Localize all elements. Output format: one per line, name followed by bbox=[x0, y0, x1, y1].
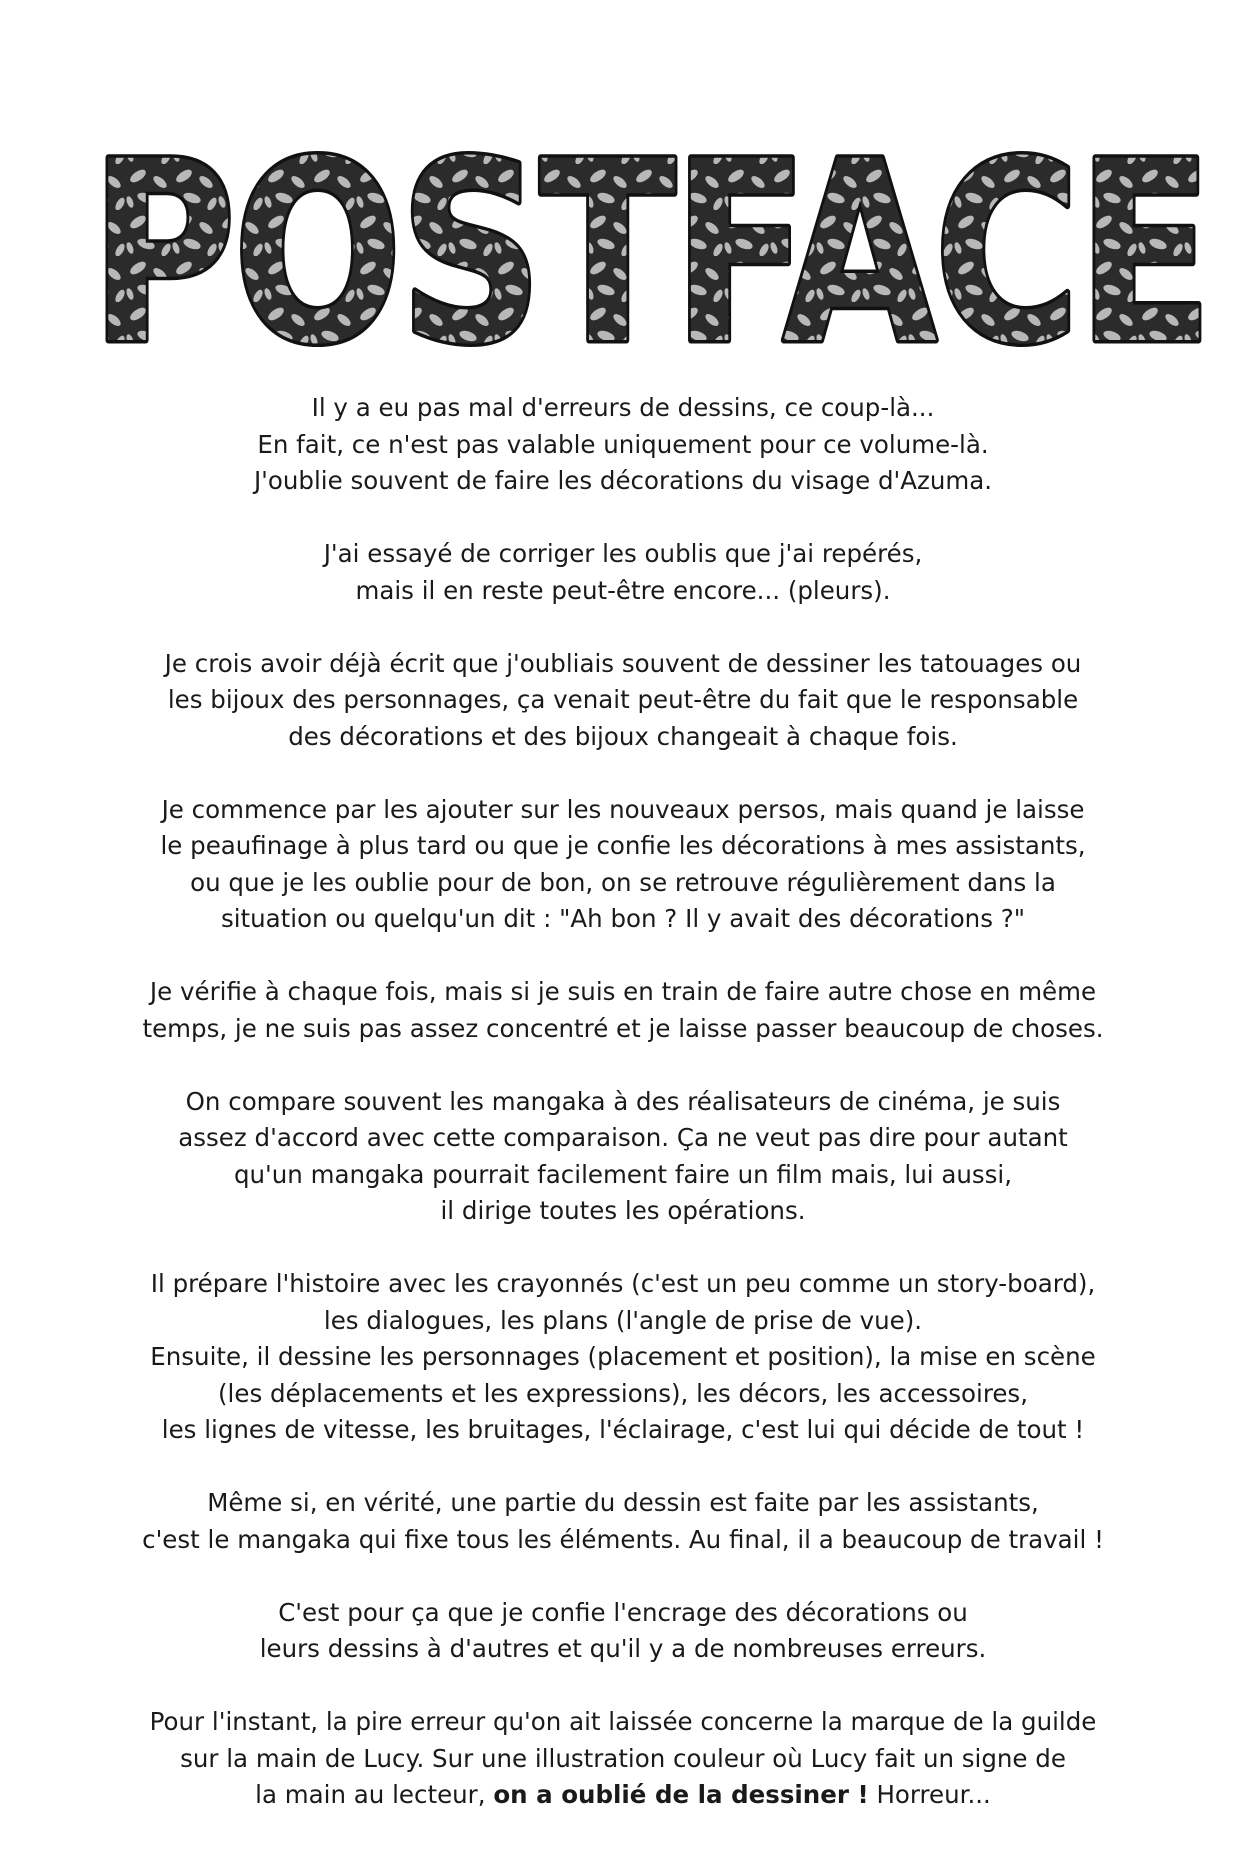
text-line: Même si, en vérité, une partie du dessin est faite par les assistants, bbox=[207, 1488, 1039, 1517]
paragraph-1 bbox=[120, 390, 1126, 500]
text-line: On compare souvent les mangaka à des réalisateurs de cinéma, je suis bbox=[185, 1086, 1061, 1116]
leaf-pattern-title-art bbox=[80, 118, 1220, 368]
text-line: C'est pour ça que je confie l'encrage des décorations ou bbox=[278, 1597, 968, 1627]
text-line: les lignes de vitesse, les bruitages, l'éclairage, c'est lui qui décide de tout ! bbox=[161, 1415, 1085, 1444]
paragraph-4 bbox=[120, 792, 1126, 938]
paragraph-9 bbox=[120, 1595, 1126, 1668]
text-line: qu'un mangaka pourrait facilement faire un film mais, lui aussi, bbox=[233, 1159, 1013, 1189]
text-line: Il prépare l'histoire avec les crayonnés (c'est un peu comme un story-board), bbox=[150, 1269, 1096, 1298]
text-line: mais il en reste peut-être encore... (pleurs). bbox=[355, 575, 891, 605]
paragraph-2 bbox=[120, 536, 1126, 609]
paragraph-8 bbox=[120, 1485, 1126, 1558]
text-line: temps, je ne suis pas assez concentré et je laisse passer beaucoup de choses. bbox=[142, 1013, 1104, 1043]
text-line: situation ou quelqu'un dit : "Ah bon ? Il y avait des décorations ?" bbox=[220, 904, 1026, 933]
postface-title bbox=[80, 118, 1220, 368]
text-line: J'ai essayé de corriger les oublis que j'ai repérés, bbox=[323, 539, 923, 568]
text-line: les bijoux des personnages, ça venait peut-être du fait que le responsable bbox=[167, 685, 1079, 714]
paragraph-10 bbox=[120, 1704, 1126, 1814]
text-line: (les déplacements et les expressions), les décors, les accessoires, bbox=[218, 1378, 1028, 1408]
text-line: des décorations et des bijoux changeait à chaque fois. bbox=[288, 721, 958, 751]
paragraph-3 bbox=[120, 646, 1126, 756]
text-line: Pour l'instant, la pire erreur qu'on ait laissée concerne la marque de la guilde bbox=[149, 1707, 1097, 1736]
title-text: POSTFACE bbox=[90, 118, 1210, 368]
text-line: Ensuite, il dessine les personnages (placement et position), la mise en scène bbox=[150, 1342, 1096, 1371]
text-line: c'est le mangaka qui fixe tous les éléments. Au final, il a beaucoup de travail ! bbox=[142, 1524, 1104, 1554]
text-line: Je crois avoir déjà écrit que j'oubliais souvent de dessiner les tatouages ou bbox=[164, 648, 1082, 678]
text-line: En fait, ce n'est pas valable uniquement pour ce volume-là. bbox=[257, 429, 989, 459]
text-line: le peaufinage à plus tard ou que je confie les décorations à mes assistants, bbox=[160, 831, 1086, 860]
text-fragment: la main au lecteur, bbox=[255, 1780, 494, 1809]
text-line: sur la main de Lucy. Sur une illustration couleur où Lucy fait un signe de bbox=[180, 1743, 1066, 1773]
text-line: les dialogues, les plans (l'angle de prise de vue). bbox=[323, 1305, 923, 1335]
text-line: Je vérifie à chaque fois, mais si je suis en train de faire autre chose en même bbox=[149, 977, 1097, 1006]
postface-body bbox=[120, 390, 1126, 1850]
text-fragment: Horreur... bbox=[868, 1780, 991, 1809]
text-line-emphasis bbox=[120, 1777, 1126, 1814]
text-line: Il y a eu pas mal d'erreurs de dessins, ce coup-là... bbox=[311, 393, 935, 422]
text-line: assez d'accord avec cette comparaison. Ça ne veut pas dire pour autant bbox=[178, 1123, 1068, 1152]
text-line: il dirige toutes les opérations. bbox=[440, 1196, 806, 1225]
bold-emphasis: on a oublié de la dessiner ! bbox=[493, 1780, 869, 1809]
paragraph-5 bbox=[120, 974, 1126, 1047]
paragraph-7 bbox=[120, 1266, 1126, 1449]
paragraph-6 bbox=[120, 1084, 1126, 1230]
text-line: Je commence par les ajouter sur les nouveaux persos, mais quand je laisse bbox=[161, 794, 1085, 824]
text-line: J'oublie souvent de faire les décorations du visage d'Azuma. bbox=[253, 466, 993, 495]
text-line: ou que je les oublie pour de bon, on se retrouve régulièrement dans la bbox=[190, 867, 1056, 897]
text-line: leurs dessins à d'autres et qu'il y a de nombreuses erreurs. bbox=[259, 1634, 987, 1663]
